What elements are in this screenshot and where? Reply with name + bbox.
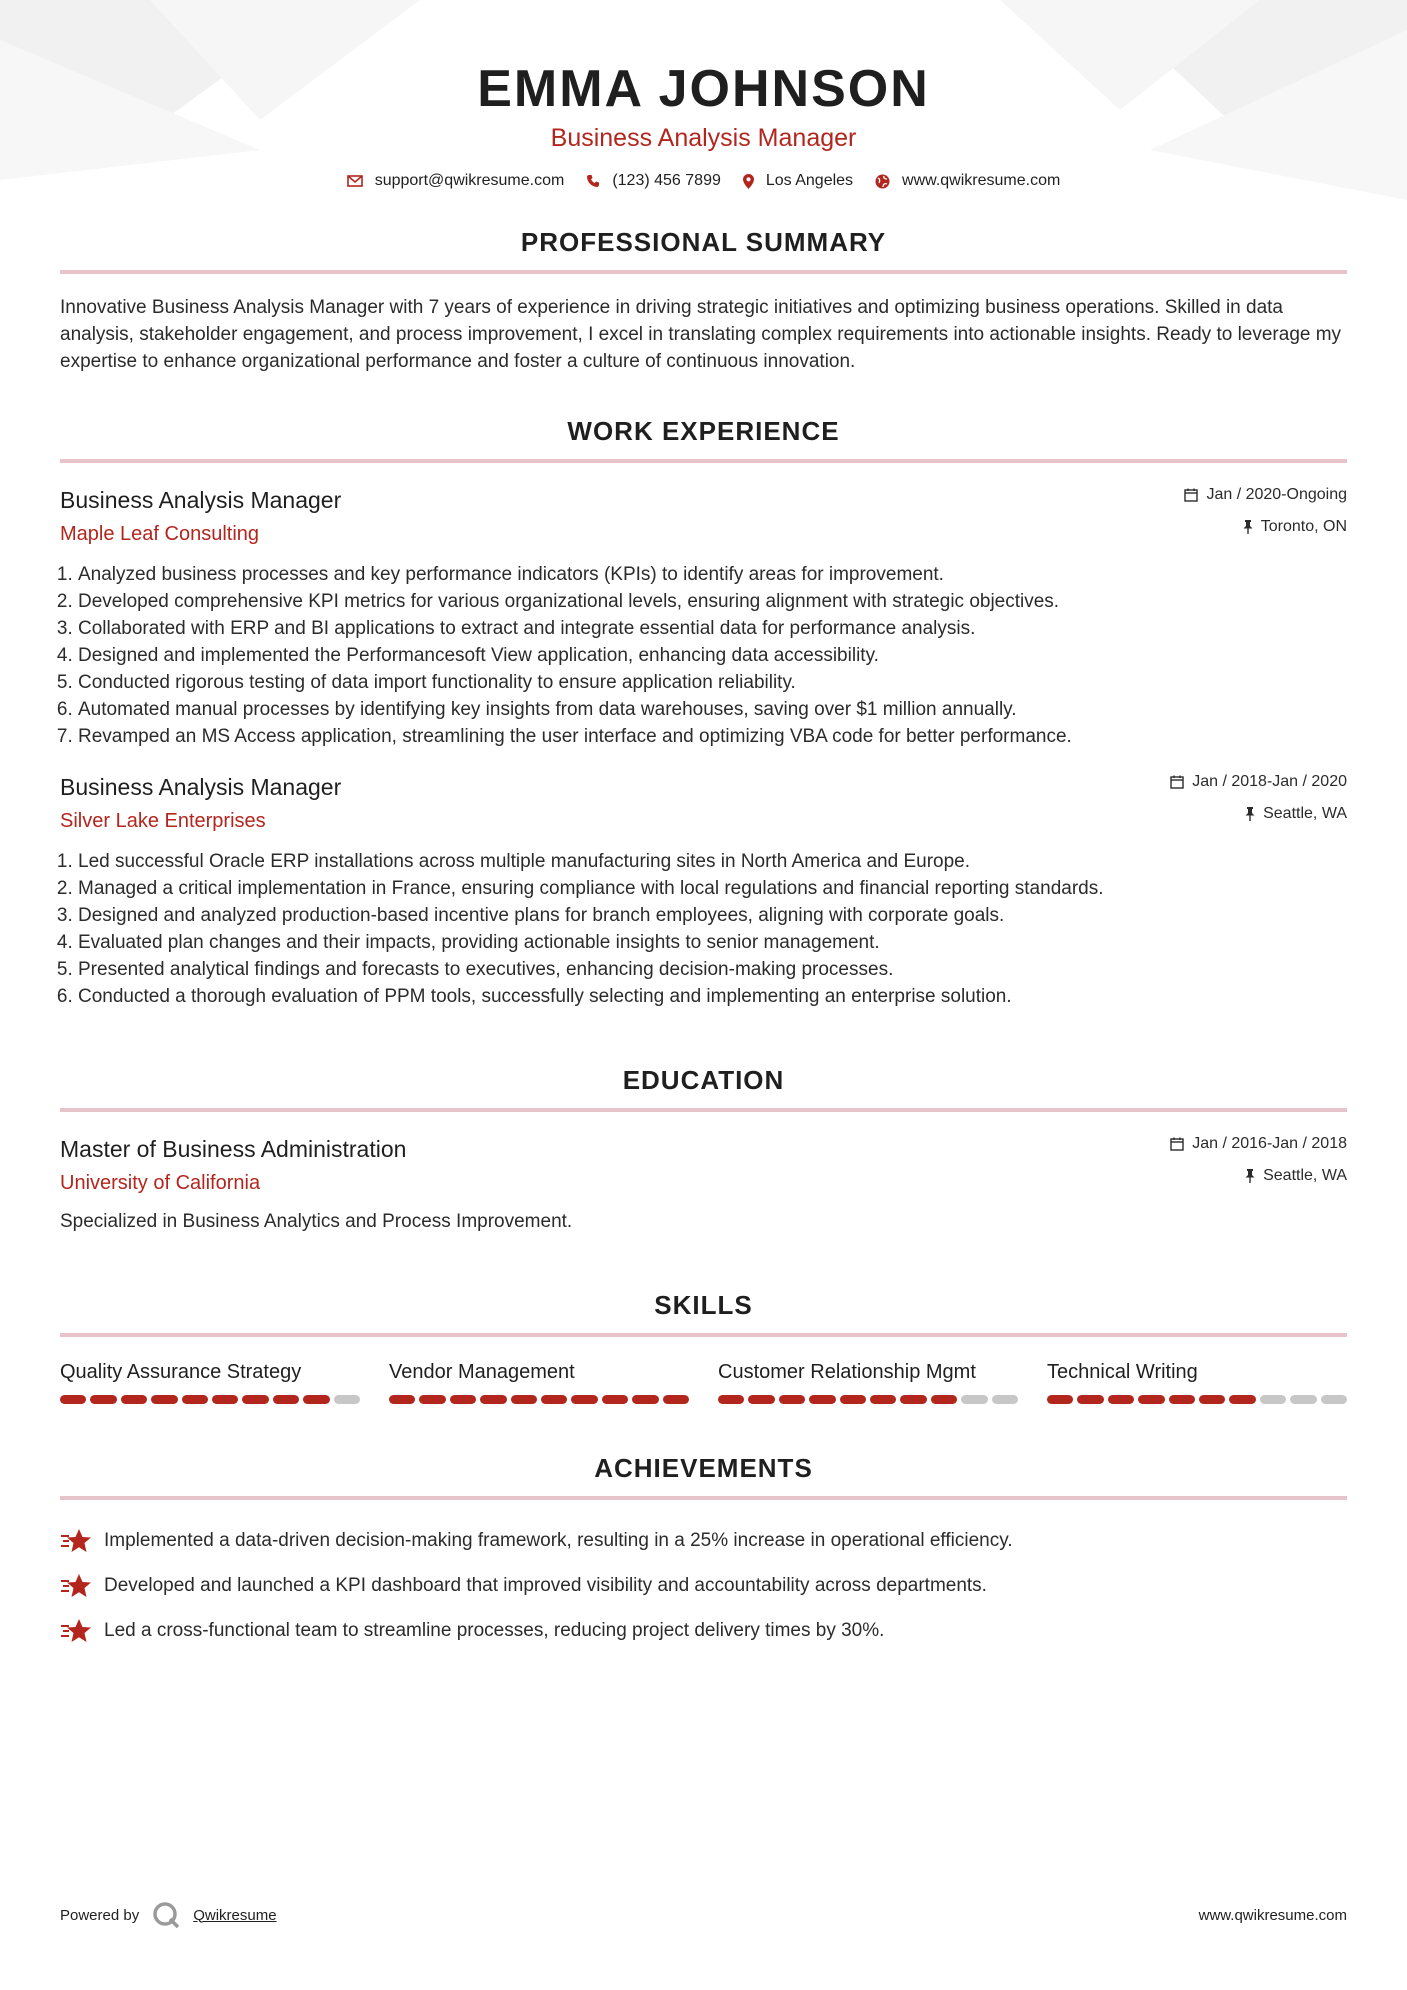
qwikresume-link[interactable]: Qwikresume <box>193 1906 277 1924</box>
pushpin-icon <box>1245 807 1255 821</box>
skill-item <box>60 1359 360 1404</box>
responsibility-item: 2. Managed a critical implementation in France, ensuring compliance with local regulations and financial reporting standards. <box>78 875 1347 902</box>
contact-location-text: Los Angeles <box>765 172 854 189</box>
section-heading: SKILLS <box>654 1290 753 1320</box>
map-pin-icon <box>743 174 754 189</box>
skill-level-bar <box>389 1395 689 1404</box>
skill-level-bar <box>1047 1395 1347 1404</box>
responsibility-item: 1. Analyzed business processes and key performance indicators (KPIs) to identify areas for improvement. <box>78 561 1347 588</box>
skill-item <box>389 1359 689 1404</box>
skill-level-bar <box>60 1395 360 1404</box>
skill-segment-filled <box>748 1395 774 1404</box>
education-dates: Jan / 2016-Jan / 2018 <box>1192 1135 1347 1152</box>
qwikresume-logo-icon <box>151 1900 181 1930</box>
skill-segment-empty <box>1290 1395 1316 1404</box>
summary-text: Innovative Business Analysis Manager with 7 years of experience in driving strategic initiatives and optimizing business operations. Skilled in data analysis, stakeholder engagement, and process improvement, I excel in translating complex requirements into actionable insights. Ready to leverage my expertise to enhance organizational performance and foster a culture of continuous innovation. <box>60 297 1342 372</box>
skill-segment-filled <box>931 1395 957 1404</box>
education-section <box>60 1064 1347 1235</box>
skill-segment-filled <box>900 1395 926 1404</box>
job-meta <box>1184 485 1347 537</box>
skills-list <box>60 1359 1347 1404</box>
skill-segment-filled <box>1199 1395 1225 1404</box>
skill-segment-filled <box>602 1395 628 1404</box>
job-entry <box>60 485 1347 750</box>
responsibility-item: 4. Designed and implemented the Performancesoft View application, enhancing data accessibility. <box>78 642 1347 669</box>
calendar-icon <box>1170 1137 1184 1151</box>
skill-segment-filled <box>663 1395 689 1404</box>
skill-segment-filled <box>870 1395 896 1404</box>
skill-segment-filled <box>1229 1395 1255 1404</box>
section-heading: EDUCATION <box>622 1065 785 1095</box>
skill-segment-filled <box>480 1395 506 1404</box>
section-divider <box>60 459 1347 463</box>
skill-segment-empty <box>992 1395 1018 1404</box>
skill-segment-filled <box>571 1395 597 1404</box>
contact-location <box>743 172 853 190</box>
skill-name: Customer Relationship Mgmt <box>718 1361 976 1383</box>
star-icon <box>60 1573 92 1599</box>
education-location: Seattle, WA <box>1263 1167 1347 1184</box>
responsibility-item: 5. Presented analytical findings and forecasts to executives, enhancing decision-making processes. <box>78 956 1347 983</box>
skill-segment-filled <box>1108 1395 1134 1404</box>
powered-by-label: Powered by <box>60 1906 140 1924</box>
achievement-item <box>60 1518 1347 1563</box>
section-heading: PROFESSIONAL SUMMARY <box>520 227 887 257</box>
skill-segment-filled <box>1047 1395 1073 1404</box>
skill-segment-filled <box>541 1395 567 1404</box>
skill-segment-filled <box>779 1395 805 1404</box>
candidate-name: EMMA JOHNSON <box>477 60 930 118</box>
skill-segment-empty <box>1260 1395 1286 1404</box>
resume-header <box>60 0 1347 190</box>
company-name: Maple Leaf Consulting <box>60 523 260 545</box>
skill-segment-filled <box>632 1395 658 1404</box>
achievement-text: Implemented a data-driven decision-making framework, resulting in a 25% increase in operational efficiency. <box>104 1530 1013 1551</box>
responsibility-item: 1. Led successful Oracle ERP installations across multiple manufacturing sites in North America and Europe. <box>78 848 1347 875</box>
job-entry <box>60 772 1347 1010</box>
contact-website[interactable] <box>875 172 1060 190</box>
skill-segment-filled <box>718 1395 744 1404</box>
skill-name: Technical Writing <box>1047 1361 1198 1383</box>
education-description: Specialized in Business Analytics and Process Improvement. <box>60 1211 573 1232</box>
job-meta <box>1170 772 1347 824</box>
responsibility-item: 3. Designed and analyzed production-based incentive plans for branch employees, aligning with corporate goals. <box>78 902 1347 929</box>
skill-segment-filled <box>840 1395 866 1404</box>
section-heading: WORK EXPERIENCE <box>567 416 840 446</box>
section-divider <box>60 1496 1347 1500</box>
school-name: University of California <box>60 1172 261 1194</box>
skill-item <box>1047 1359 1347 1404</box>
responsibility-item: 4. Evaluated plan changes and their impacts, providing actionable insights to senior management. <box>78 929 1347 956</box>
powered-by <box>60 1900 277 1930</box>
education-meta <box>1170 1134 1347 1186</box>
skill-segment-empty <box>334 1395 360 1404</box>
skill-name: Vendor Management <box>389 1361 575 1383</box>
pushpin-icon <box>1245 1169 1255 1183</box>
company-name: Silver Lake Enterprises <box>60 810 266 832</box>
professional-summary-section <box>60 226 1347 375</box>
job-title: Business Analysis Manager <box>60 774 342 800</box>
degree-title: Master of Business Administration <box>60 1136 407 1162</box>
skill-segment-filled <box>419 1395 445 1404</box>
skill-segment-filled <box>212 1395 238 1404</box>
section-divider <box>60 1333 1347 1337</box>
star-icon <box>60 1618 92 1644</box>
job-title: Business Analysis Manager <box>60 487 342 513</box>
skill-segment-filled <box>151 1395 177 1404</box>
skill-segment-filled <box>809 1395 835 1404</box>
achievement-item <box>60 1563 1347 1608</box>
envelope-icon <box>347 175 363 187</box>
achievement-text: Led a cross-functional team to streamline processes, reducing project delivery times by 30%. <box>104 1620 885 1641</box>
job-dates: Jan / 2018-Jan / 2020 <box>1192 773 1347 790</box>
skill-segment-filled <box>121 1395 147 1404</box>
skill-segment-filled <box>511 1395 537 1404</box>
contact-bar <box>60 172 1347 190</box>
phone-icon <box>586 174 600 188</box>
job-responsibilities <box>60 848 1347 1010</box>
work-experience-section <box>60 415 1347 1010</box>
contact-phone[interactable] <box>586 172 721 190</box>
section-heading: ACHIEVEMENTS <box>594 1453 813 1483</box>
skill-item <box>718 1359 1018 1404</box>
achievement-item <box>60 1608 1347 1653</box>
responsibility-item: 6. Conducted a thorough evaluation of PPM tools, successfully selecting and implementing an enterprise solution. <box>78 983 1347 1010</box>
responsibility-item: 2. Developed comprehensive KPI metrics for various organizational levels, ensuring alignment with strategic objectives. <box>78 588 1347 615</box>
section-divider <box>60 1108 1347 1112</box>
skill-segment-filled <box>1169 1395 1195 1404</box>
skill-segment-filled <box>1077 1395 1103 1404</box>
achievements-list <box>60 1518 1347 1653</box>
skill-segment-filled <box>303 1395 329 1404</box>
section-divider <box>60 270 1347 274</box>
skill-segment-filled <box>90 1395 116 1404</box>
job-location: Seattle, WA <box>1263 805 1347 822</box>
job-location: Toronto, ON <box>1260 518 1347 535</box>
skill-segment-filled <box>182 1395 208 1404</box>
calendar-icon <box>1170 775 1184 789</box>
skill-segment-filled <box>273 1395 299 1404</box>
achievement-text: Developed and launched a KPI dashboard that improved visibility and accountability across departments. <box>104 1575 987 1596</box>
responsibility-item: 7. Revamped an MS Access application, streamlining the user interface and optimizing VBA code for better performance. <box>78 723 1347 750</box>
education-entry <box>60 1134 1347 1235</box>
job-responsibilities <box>60 561 1347 750</box>
contact-phone-text: (123) 456 7899 <box>612 172 721 189</box>
footer-website[interactable]: www.qwikresume.com <box>1198 1906 1347 1924</box>
skill-segment-filled <box>450 1395 476 1404</box>
achievements-section <box>60 1452 1347 1653</box>
responsibility-item: 6. Automated manual processes by identifying key insights from data warehouses, saving over $1 million annually. <box>78 696 1347 723</box>
skills-section <box>60 1289 1347 1404</box>
responsibility-item: 5. Conducted rigorous testing of data import functionality to ensure application reliability. <box>78 669 1347 696</box>
job-dates: Jan / 2020-Ongoing <box>1206 486 1347 503</box>
skill-segment-filled <box>60 1395 86 1404</box>
footer <box>60 1900 1347 1930</box>
skill-name: Quality Assurance Strategy <box>60 1361 302 1383</box>
pushpin-icon <box>1243 520 1253 534</box>
globe-icon <box>875 174 890 189</box>
skill-segment-filled <box>242 1395 268 1404</box>
skill-segment-filled <box>389 1395 415 1404</box>
candidate-title: Business Analysis Manager <box>550 124 857 152</box>
calendar-icon <box>1184 488 1198 502</box>
skill-level-bar <box>718 1395 1018 1404</box>
contact-email-text: support@qwikresume.com <box>374 172 565 189</box>
contact-website-text: www.qwikresume.com <box>902 172 1061 189</box>
responsibility-item: 3. Collaborated with ERP and BI applications to extract and integrate essential data for performance analysis. <box>78 615 1347 642</box>
skill-segment-empty <box>961 1395 987 1404</box>
skill-segment-empty <box>1321 1395 1347 1404</box>
skill-segment-filled <box>1138 1395 1164 1404</box>
contact-email[interactable] <box>347 172 565 190</box>
star-icon <box>60 1528 92 1554</box>
